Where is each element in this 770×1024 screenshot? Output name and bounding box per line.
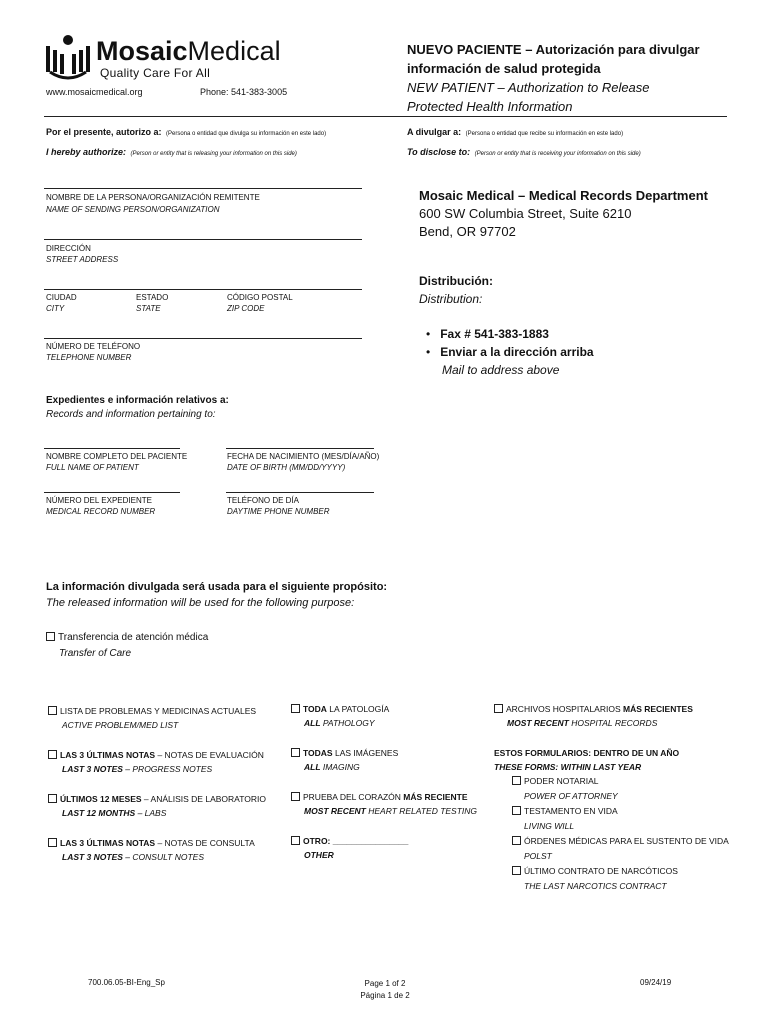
option-en: – PROGRESS NOTES bbox=[122, 764, 213, 774]
option-es: ÓRDENES MÉDICAS PARA EL SUSTENTO DE VIDA bbox=[524, 836, 729, 846]
disclose-note-es: (Persona o entidad que recibe su información en este lado) bbox=[465, 131, 624, 137]
mrn-field[interactable] bbox=[44, 492, 180, 493]
purpose-heading bbox=[46, 579, 387, 611]
brand-tagline: Quality Care For All bbox=[100, 66, 211, 80]
option-es: – ANÁLISIS DE LABORATORIO bbox=[141, 794, 266, 804]
page-number-en: Page 1 of 2 bbox=[364, 979, 406, 988]
option-en: HEART RELATED TESTING bbox=[365, 806, 478, 816]
checkbox-icon[interactable] bbox=[291, 748, 300, 757]
form-title bbox=[407, 40, 737, 116]
header-divider bbox=[44, 116, 727, 117]
checkbox-icon[interactable] bbox=[291, 704, 300, 713]
checkbox-icon[interactable] bbox=[291, 792, 300, 801]
brand-name-bold: Mosaic bbox=[96, 36, 188, 66]
options-column-1 bbox=[48, 704, 288, 880]
checkbox-icon[interactable] bbox=[494, 704, 503, 713]
footer-form-code: 700.06.05-BI-Eng_Sp bbox=[88, 978, 165, 987]
option-en-bold: ALL bbox=[304, 762, 321, 772]
option-es: TESTAMENTO EN VIDA bbox=[524, 806, 618, 816]
option-es: LISTA DE PROBLEMAS Y MEDICINAS ACTUALES bbox=[60, 706, 257, 716]
day-phone-label-en: DAYTIME PHONE NUMBER bbox=[227, 507, 330, 516]
sender-name-field[interactable] bbox=[44, 188, 362, 189]
mail-label-en: Mail to address above bbox=[442, 363, 560, 377]
bullet-icon: • bbox=[426, 327, 441, 341]
option-en-bold: LAST 3 NOTES bbox=[62, 852, 123, 862]
dob-label-es: FECHA DE NACIMIENTO (MES/DÍA/AÑO) bbox=[227, 452, 380, 461]
disclose-label-es: A divulgar a: bbox=[407, 127, 462, 137]
transfer-of-care-option[interactable] bbox=[46, 630, 208, 662]
option-consult-notes[interactable] bbox=[48, 836, 288, 880]
transfer-label-es: Transferencia de atención médica bbox=[58, 632, 209, 643]
checkbox-icon[interactable] bbox=[48, 838, 57, 847]
option-en: POWER OF ATTORNEY bbox=[524, 791, 618, 801]
checkbox-icon[interactable] bbox=[48, 750, 57, 759]
checkbox-icon[interactable] bbox=[48, 706, 57, 715]
sender-name-label-es: NOMBRE DE LA PERSONA/ORGANIZACIÓN REMITENTE bbox=[46, 193, 260, 202]
recipient-city: Bend, OR 97702 bbox=[419, 224, 516, 239]
patient-name-label-es: NOMBRE COMPLETO DEL PACIENTE bbox=[46, 452, 188, 461]
brand-name-light: Medical bbox=[187, 36, 281, 66]
option-es: – NOTAS DE EVALUACIÓN bbox=[155, 750, 264, 760]
option-en: LIVING WILL bbox=[524, 821, 575, 831]
mosaic-logo-icon bbox=[44, 34, 92, 84]
sender-city-label-en: CITY bbox=[46, 304, 65, 313]
brand-website: www.mosaicmedical.org bbox=[46, 87, 143, 97]
option-heart-testing[interactable] bbox=[291, 790, 491, 834]
recipient-block bbox=[419, 187, 739, 241]
option-other[interactable] bbox=[291, 834, 491, 878]
transfer-label-en: Transfer of Care bbox=[59, 648, 132, 659]
option-living-will[interactable] bbox=[512, 804, 744, 834]
option-es: LAS IMÁGENES bbox=[332, 748, 399, 758]
authorize-label-es: Por el presente, autorizo a: bbox=[46, 127, 162, 137]
option-es-bold: LAS 3 ÚLTIMAS NOTAS bbox=[60, 750, 156, 760]
option-es: PRUEBA DEL CORAZÓN bbox=[303, 792, 404, 802]
option-en: PATHOLOGY bbox=[320, 718, 375, 728]
fax-label: Fax # 541-383-1883 bbox=[440, 327, 549, 341]
mail-label-es: Enviar a la dirección arriba bbox=[440, 345, 594, 359]
title-en-line1: NEW PATIENT – Authorization to Release bbox=[407, 80, 650, 95]
checkbox-icon[interactable] bbox=[512, 806, 521, 815]
recipient-street: 600 SW Columbia Street, Suite 6210 bbox=[419, 206, 632, 221]
option-en-bold: LAST 12 MONTHS bbox=[62, 808, 136, 818]
sender-city-state-zip-field[interactable] bbox=[44, 289, 362, 290]
checkbox-icon[interactable] bbox=[46, 632, 55, 641]
purpose-heading-en: The released information will be used for the following purpose: bbox=[46, 597, 355, 609]
option-es-bold: ÚLTIMOS 12 MESES bbox=[60, 794, 142, 804]
title-es-line2: información de salud protegida bbox=[407, 61, 601, 76]
distribution-options bbox=[426, 325, 594, 379]
patient-name-field[interactable] bbox=[44, 448, 180, 449]
fax-option[interactable] bbox=[426, 325, 594, 343]
mrn-label-en: MEDICAL RECORD NUMBER bbox=[46, 507, 156, 516]
option-es: ARCHIVOS HOSPITALARIOS bbox=[506, 704, 623, 714]
sender-name-label-en: NAME OF SENDING PERSON/ORGANIZATION bbox=[46, 205, 220, 214]
sender-zip-label-es: CÓDIGO POSTAL bbox=[227, 293, 293, 302]
sender-state-label-en: STATE bbox=[136, 304, 161, 313]
footer-date: 09/24/19 bbox=[640, 978, 672, 987]
option-es: ÚLTIMO CONTRATO DE NARCÓTICOS bbox=[524, 866, 678, 876]
footer-page-number bbox=[330, 978, 440, 1002]
bullet-icon: • bbox=[426, 345, 441, 359]
option-narcotics-contract[interactable] bbox=[512, 864, 744, 894]
disclose-note-en: (Person or entity that is receiving your information on this side) bbox=[474, 151, 641, 157]
options-column-3 bbox=[494, 702, 744, 894]
checkbox-icon[interactable] bbox=[291, 836, 300, 845]
title-en-line2: Protected Health Information bbox=[407, 99, 573, 114]
option-progress-notes[interactable] bbox=[48, 748, 288, 792]
option-es-bold: LAS 3 ÚLTIMAS NOTAS bbox=[60, 838, 156, 848]
option-problem-list[interactable] bbox=[48, 704, 288, 748]
sender-address-label-es: DIRECCIÓN bbox=[46, 244, 91, 253]
checkbox-icon[interactable] bbox=[512, 866, 521, 875]
dob-label-en: DATE OF BIRTH (MM/DD/YYYY) bbox=[227, 463, 346, 472]
sender-phone-field[interactable] bbox=[44, 338, 362, 339]
records-heading bbox=[46, 394, 229, 422]
option-es-bold: MÁS RECIENTES bbox=[622, 704, 693, 714]
option-en-bold: MOST RECENT bbox=[304, 806, 366, 816]
option-en: – LABS bbox=[135, 808, 167, 818]
option-es: LA PATOLOGÍA bbox=[326, 704, 390, 714]
authorize-note-es: (Persona o entidad que divulga su información en este lado) bbox=[165, 131, 327, 137]
brand-phone: Phone: 541-383-3005 bbox=[200, 87, 288, 97]
option-en-bold: MOST RECENT bbox=[507, 718, 569, 728]
day-phone-label-es: TELÉFONO DE DÍA bbox=[227, 496, 300, 505]
checkbox-icon[interactable] bbox=[512, 776, 521, 785]
mosaic-logo bbox=[44, 34, 294, 84]
option-pathology[interactable] bbox=[291, 702, 491, 746]
sender-state-label-es: ESTADO bbox=[136, 293, 169, 302]
option-en: HOSPITAL RECORDS bbox=[568, 718, 658, 728]
option-hospital-records[interactable] bbox=[494, 702, 744, 746]
option-en-bold: LAST 3 NOTES bbox=[62, 764, 123, 774]
option-es: PODER NOTARIAL bbox=[524, 776, 599, 786]
option-es-bold: TODAS bbox=[303, 748, 333, 758]
records-heading-es: Expedientes e información relativos a: bbox=[46, 395, 229, 406]
option-es-bold: MÁS RECIENTE bbox=[403, 792, 468, 802]
other-label-en: OTHER bbox=[304, 850, 334, 860]
recipient-name: Mosaic Medical – Medical Records Department bbox=[419, 188, 708, 203]
option-polst[interactable] bbox=[512, 834, 744, 864]
authorize-label-en: I hereby authorize: bbox=[46, 147, 127, 157]
option-power-of-attorney[interactable] bbox=[512, 774, 744, 804]
sender-city-label-es: CIUDAD bbox=[46, 293, 77, 302]
distribution-label-en: Distribution: bbox=[419, 292, 483, 306]
option-en: – CONSULT NOTES bbox=[122, 852, 205, 862]
patient-name-label-en: FULL NAME OF PATIENT bbox=[46, 463, 139, 472]
sender-address-field[interactable] bbox=[44, 239, 362, 240]
title-es-line1: NUEVO PACIENTE – Autorización para divulgar bbox=[407, 42, 700, 57]
dob-field[interactable] bbox=[226, 448, 374, 449]
sender-phone-label-en: TELEPHONE NUMBER bbox=[46, 353, 132, 362]
day-phone-field[interactable] bbox=[226, 492, 374, 493]
sender-address-label-en: STREET ADDRESS bbox=[46, 255, 119, 264]
option-en: IMAGING bbox=[320, 762, 360, 772]
mail-option[interactable] bbox=[426, 343, 594, 361]
authorize-section bbox=[46, 122, 406, 160]
distribution-label-es: Distribución: bbox=[419, 274, 493, 288]
option-es-bold: TODA bbox=[303, 704, 327, 714]
option-labs[interactable] bbox=[48, 792, 288, 836]
option-en: THE LAST NARCOTICS CONTRACT bbox=[524, 881, 667, 891]
option-imaging[interactable] bbox=[291, 746, 491, 790]
authorize-note-en: (Person or entity that is releasing your information on this side) bbox=[130, 151, 297, 157]
forms-heading-es: ESTOS FORMULARIOS: DENTRO DE UN AÑO bbox=[494, 748, 680, 758]
sender-phone-label-es: NÚMERO DE TELÉFONO bbox=[46, 342, 141, 351]
options-column-2 bbox=[291, 702, 491, 878]
records-heading-en: Records and information pertaining to: bbox=[46, 409, 216, 420]
checkbox-icon[interactable] bbox=[512, 836, 521, 845]
checkbox-icon[interactable] bbox=[48, 794, 57, 803]
option-en: ACTIVE PROBLEM/MED LIST bbox=[62, 720, 179, 730]
option-en-bold: ALL bbox=[304, 718, 321, 728]
option-es: – NOTAS DE CONSULTA bbox=[155, 838, 255, 848]
mrn-label-es: NÚMERO DEL EXPEDIENTE bbox=[46, 496, 152, 505]
disclose-section bbox=[407, 122, 737, 160]
forms-heading-en: THESE FORMS: WITHIN LAST YEAR bbox=[494, 762, 642, 772]
distribution-block bbox=[419, 272, 493, 308]
sender-zip-label-en: ZIP CODE bbox=[227, 304, 265, 313]
other-label-es: OTRO: ________________ bbox=[303, 836, 409, 846]
purpose-heading-es: La información divulgada será usada para el siguiente propósito: bbox=[46, 581, 388, 593]
disclose-label-en: To disclose to: bbox=[407, 147, 471, 157]
option-en: POLST bbox=[524, 851, 552, 861]
page-number-es: Página 1 de 2 bbox=[360, 991, 410, 1000]
